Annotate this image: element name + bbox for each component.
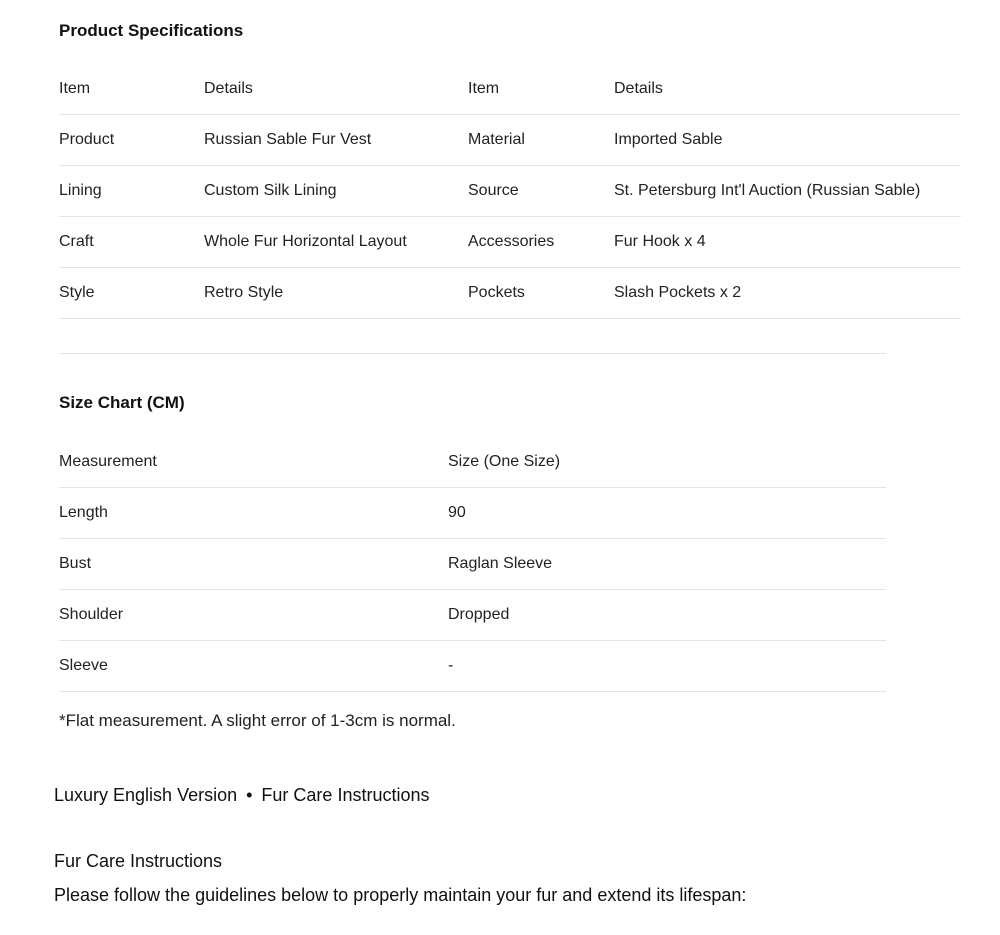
table-row — [59, 641, 886, 692]
spec-cell: Whole Fur Horizontal Layout — [204, 217, 468, 268]
spec-cell: Material — [468, 115, 614, 166]
spec-header-details-2: Details — [614, 64, 961, 115]
size-chart-table — [59, 437, 886, 692]
spec-section-title: Product Specifications — [59, 21, 244, 40]
spec-cell: St. Petersburg Int'l Auction (Russian Sable) — [614, 166, 961, 217]
spec-cell: Fur Hook x 4 — [614, 217, 961, 268]
care-intro-text: Please follow the guidelines below to properly maintain your fur and extend its lifespan: — [54, 885, 747, 905]
breadcrumb — [54, 785, 429, 806]
size-cell: - — [448, 641, 886, 692]
spec-cell: Custom Silk Lining — [204, 166, 468, 217]
spec-cell: Product — [59, 115, 204, 166]
table-row — [59, 590, 886, 641]
spec-header-details: Details — [204, 64, 468, 115]
table-row — [59, 217, 961, 268]
table-row — [59, 539, 886, 590]
measurement-note: *Flat measurement. A slight error of 1-3cm is normal. — [59, 711, 456, 730]
spec-cell: Imported Sable — [614, 115, 961, 166]
breadcrumb-separator: • — [246, 785, 253, 805]
spec-cell: Pockets — [468, 268, 614, 319]
size-cell: Dropped — [448, 590, 886, 641]
size-cell: 90 — [448, 488, 886, 539]
spec-cell: Source — [468, 166, 614, 217]
spec-table-header-row — [59, 64, 961, 115]
size-cell: Length — [59, 488, 448, 539]
table-row — [59, 488, 886, 539]
care-section-title: Fur Care Instructions — [54, 851, 223, 871]
size-header-measurement: Measurement — [59, 437, 448, 488]
spec-cell: Slash Pockets x 2 — [614, 268, 961, 319]
section-divider — [59, 353, 886, 354]
size-table-header-row — [59, 437, 886, 488]
spec-header-item-2: Item — [468, 64, 614, 115]
spec-cell: Accessories — [468, 217, 614, 268]
spec-cell: Craft — [59, 217, 204, 268]
size-chart-title: Size Chart (CM) — [59, 393, 185, 412]
spec-cell: Style — [59, 268, 204, 319]
size-cell: Raglan Sleeve — [448, 539, 886, 590]
spec-cell: Russian Sable Fur Vest — [204, 115, 468, 166]
spec-cell: Lining — [59, 166, 204, 217]
table-row — [59, 268, 961, 319]
size-cell: Bust — [59, 539, 448, 590]
spec-header-item: Item — [59, 64, 204, 115]
size-header-size: Size (One Size) — [448, 437, 886, 488]
size-cell: Sleeve — [59, 641, 448, 692]
table-row — [59, 166, 961, 217]
spec-cell: Retro Style — [204, 268, 468, 319]
table-row — [59, 115, 961, 166]
breadcrumb-item-luxury-english[interactable]: Luxury English Version — [54, 785, 238, 805]
breadcrumb-item-fur-care[interactable]: Fur Care Instructions — [261, 785, 430, 805]
spec-table — [59, 64, 961, 319]
size-cell: Shoulder — [59, 590, 448, 641]
